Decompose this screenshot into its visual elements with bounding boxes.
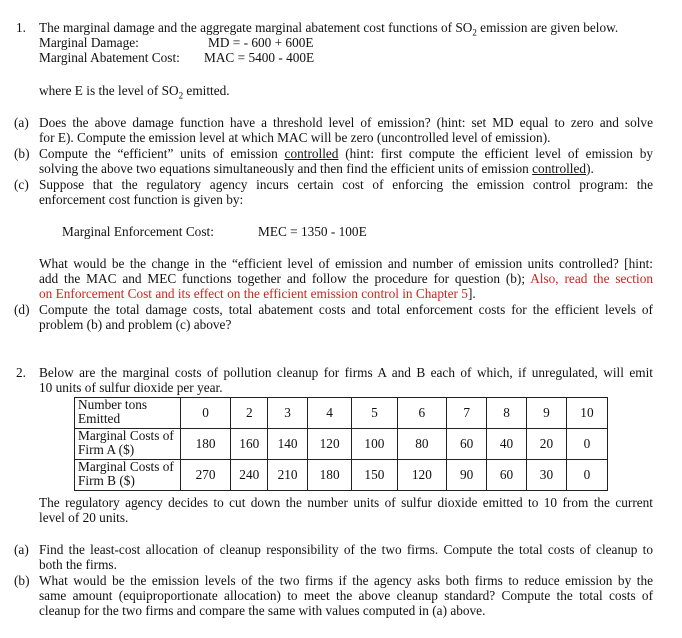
table-cell: 10 xyxy=(566,398,607,429)
table-cell: 4 xyxy=(308,398,352,429)
table-cell: 0 xyxy=(566,429,607,460)
q1b-line2: solving the above two equations simultaneously and then find the efficient units of emission controlled). xyxy=(39,161,594,176)
q1b-label: (b) xyxy=(14,146,30,161)
marginal-cost-table xyxy=(74,397,608,491)
q1a-label: (a) xyxy=(14,115,29,130)
table-cell: 160 xyxy=(231,429,268,460)
table-cell: 120 xyxy=(397,460,447,491)
q1a-line2: for E). Compute the emission level at which MAC will be zero (uncontrolled level of emission). xyxy=(39,130,551,145)
table-cell: 5 xyxy=(352,398,397,429)
table-cell: 6 xyxy=(397,398,447,429)
q2b-label: (b) xyxy=(14,573,30,588)
q2a-line1: Find the least-cost allocation of cleanup responsibility of the two firms. Compute the total costs of cleanup to xyxy=(39,542,653,557)
q1d-line1: Compute the total damage costs, total abatement costs and total enforcement costs for the efficient levels of xyxy=(39,302,653,317)
table-cell: 80 xyxy=(397,429,447,460)
mec-label: Marginal Enforcement Cost: xyxy=(62,224,214,239)
chapter-reference-text: Also, read the section xyxy=(530,271,653,286)
table-cell: 40 xyxy=(487,429,527,460)
table-cell: 0 xyxy=(566,460,607,491)
row-header: Marginal Costs of Firm A ($) xyxy=(75,429,181,460)
q1c-line2: enforcement cost function is given by: xyxy=(39,192,244,207)
table-cell: 0 xyxy=(180,398,231,429)
table-cell: 120 xyxy=(308,429,352,460)
table-cell: 7 xyxy=(447,398,487,429)
table-cell: 60 xyxy=(447,429,487,460)
table-cell: 8 xyxy=(487,398,527,429)
q1c-question-line2: add the MAC and MEC functions together and follow the procedure for question (b); Also, read the section xyxy=(39,271,653,286)
mec-equation: MEC = 1350 - 100E xyxy=(258,224,367,239)
q1c-line1: Suppose that the regulatory agency incurs certain cost of enforcing the emission control program: the xyxy=(39,177,653,192)
q1d-label: (d) xyxy=(14,302,30,317)
row-header: Marginal Costs of Firm B ($) xyxy=(75,460,181,491)
mac-equation: MAC = 5400 - 400E xyxy=(204,50,315,65)
q2b-line3: cleanup for the two firms and compare the same with values computed in (a) above. xyxy=(39,603,486,618)
q1-number: 1. xyxy=(16,20,26,35)
table-row-tons-emitted xyxy=(75,398,608,429)
table-cell: 100 xyxy=(352,429,397,460)
table-cell: 60 xyxy=(487,460,527,491)
table-cell: 240 xyxy=(231,460,268,491)
q1-where: where E is the level of $SO_2$ emitted. xyxy=(39,83,230,101)
table-row-firm-b xyxy=(75,460,608,491)
table-cell: 90 xyxy=(447,460,487,491)
table-cell: 150 xyxy=(352,460,397,491)
mac-label: Marginal Abatement Cost: xyxy=(39,50,180,65)
q1d-line2: problem (b) and problem (c) above? xyxy=(39,317,232,332)
table-cell: 180 xyxy=(180,429,231,460)
md-equation: MD = - 600 + 600E xyxy=(208,35,314,50)
q2-intro-line1: Below are the marginal costs of pollution cleanup for firms A and B each of which, if unregulated, will emit xyxy=(39,365,653,380)
q2b-line1: What would be the emission levels of the two firms if the agency asks both firms to reduce emission by the xyxy=(39,573,653,588)
q2a-label: (a) xyxy=(14,542,29,557)
chapter-reference-text-cont: on Enforcement Cost and its effect on the efficient emission control in Chapter 5 xyxy=(39,286,468,301)
table-cell: 9 xyxy=(527,398,567,429)
table-row-firm-a xyxy=(75,429,608,460)
table-cell: 270 xyxy=(180,460,231,491)
q2b-line2: same amount (equiproportionate allocation) to meet the above cleanup standard? Compute the total costs of xyxy=(39,588,653,603)
q2-after-line1: The regulatory agency decides to cut down the number units of sulfur dioxide emitted to 10 from the current xyxy=(39,495,653,510)
table-cell: 30 xyxy=(527,460,567,491)
table-cell: 140 xyxy=(268,429,308,460)
row-header: Number tons Emitted xyxy=(75,398,181,429)
q2-intro-line2: 10 units of sulfur dioxide per year. xyxy=(39,380,223,395)
q1c-label: (c) xyxy=(14,177,29,192)
table-cell: 210 xyxy=(268,460,308,491)
q1b-line1: Compute the “efficient” units of emission controlled (hint: first compute the efficient level of emission by xyxy=(39,146,653,161)
q1a-line1: Does the above damage function have a threshold level of emission? (hint: set MD equal to zero and solve xyxy=(39,115,653,130)
q2-after-line2: level of 20 units. xyxy=(39,510,129,525)
q2a-line2: both the firms. xyxy=(39,557,117,572)
md-label: Marginal Damage: xyxy=(39,35,139,50)
table-cell: 2 xyxy=(231,398,268,429)
table-cell: 20 xyxy=(527,429,567,460)
table-cell: 3 xyxy=(268,398,308,429)
q1-intro: The marginal damage and the aggregate marginal abatement cost functions of $SO_2$ emission are given below. xyxy=(39,20,619,38)
q1c-question-line3: on Enforcement Cost and its effect on the efficient emission control in Chapter 5]. xyxy=(39,286,476,301)
q1c-question-line1: What would be the change in the “efficient level of emission and number of emission units controlled? [hint: xyxy=(39,256,653,271)
table-cell: 180 xyxy=(308,460,352,491)
q2-number: 2. xyxy=(16,365,26,380)
